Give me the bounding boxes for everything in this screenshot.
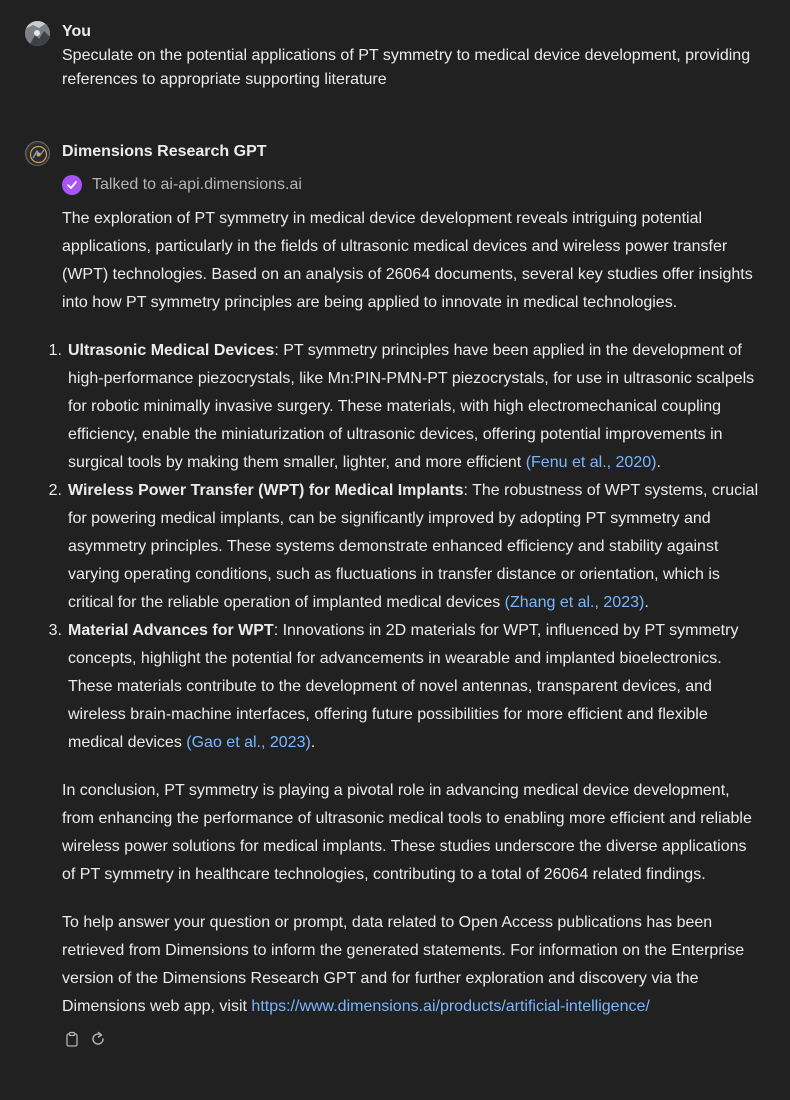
tool-status-text: Talked to ai-api.dimensions.ai <box>92 176 302 193</box>
clipboard-icon[interactable] <box>62 1029 82 1049</box>
dimensions-link[interactable]: https://www.dimensions.ai/products/artificial-intelligence/ <box>251 998 650 1015</box>
footer-text: To help answer your question or prompt, data related to Open Access publications has been retrieved from Dimensions to inform the generated statements. For information on the Enterprise version of the Dimensions Research GPT and for further exploration and discovery via the Dimensions web app, visit <box>62 914 745 1015</box>
item-text: : The robustness of WPT systems, crucial for powering medical implants, can be significantly improved by adopting PT symmetry and asymmetry principles. These systems demonstrate enhanced efficiency and stability against varying operating conditions, such as fluctuations in transfer distance or orientation, which is critical for the reliable operation of implanted medical devices <box>68 482 759 611</box>
user-name: You <box>62 23 92 40</box>
conclusion-paragraph: In conclusion, PT symmetry is playing a pivotal role in advancing medical device development, from enhancing the performance of ultrasonic medical tools to enabling more efficient and reliable wireless power solutions for medical implants. These studies underscore the diverse applications of PT symmetry in healthcare technologies, contributing to a total of 26064 related findings. <box>62 782 752 883</box>
assistant-avatar <box>25 141 50 166</box>
check-circle-icon <box>62 175 82 195</box>
user-message-text: Speculate on the potential applications of PT symmetry to medical device development, providing references to appropriate supporting literature <box>62 47 751 88</box>
item-title: Ultrasonic Medical Devices <box>68 342 275 359</box>
item-title: Wireless Power Transfer (WPT) for Medical Implants <box>68 482 464 499</box>
item-title: Material Advances for WPT <box>68 622 274 639</box>
list-item: 2. Wireless Power Transfer (WPT) for Medical Implants: The robustness of WPT systems, crucial for powering medical implants, can be significantly improved by adopting PT symmetry and asymmetry principles. These systems demonstrate enhanced efficiency and stability against varying operating conditions, such as fluctuations in transfer distance or orientation, which is critical for the reliable operation of implanted medical devices (Zhang et al., 2023). <box>48 482 759 611</box>
citation-link[interactable]: (Zhang et al., 2023) <box>504 594 645 611</box>
list-item: 1. Ultrasonic Medical Devices: PT symmetry principles have been applied in the development of high-performance piezocrystals, like Mn:PIN-PMN-PT piezocrystals, for use in ultrasonic scalpels for robotic minimally invasive surgery. These materials, with high electromechanical coupling efficiency, enable the miniaturization of ultrasonic devices, offering potential improvements in surgical tools by making them smaller, lighter, and more efficient (Fenu et al., 2020). <box>48 342 755 471</box>
message-actions <box>62 1029 760 1049</box>
footer-paragraph <box>62 909 760 1021</box>
item-text: : Innovations in 2D materials for WPT, influenced by PT symmetry concepts, highlight the potential for advancements in wearable and implanted bioelectronics. These materials contribute to the development of novel antennas, transparent devices, and wireless brain-machine interfaces, offering future possibilities for more efficient and flexible medical devices <box>68 622 739 751</box>
tool-status[interactable] <box>62 173 760 197</box>
citation-link[interactable]: (Gao et al., 2023) <box>186 734 311 751</box>
assistant-name: Dimensions Research GPT <box>62 143 267 160</box>
findings-list <box>48 337 760 757</box>
list-item: 3. Material Advances for WPT: Innovations in 2D materials for WPT, influenced by PT symmetry concepts, highlight the potential for advancements in wearable and implanted bioelectronics. These materials contribute to the development of novel antennas, transparent devices, and wireless brain-machine interfaces, offering future possibilities for more efficient and flexible medical devices (Gao et al., 2023). <box>48 622 739 751</box>
item-text: : PT symmetry principles have been applied in the development of high-performance piezocrystals, like Mn:PIN-PMN-PT piezocrystals, for use in ultrasonic scalpels for robotic minimally invasive surgery. These materials, with high electromechanical coupling efficiency, enable the miniaturization of ultrasonic devices, offering potential improvements in surgical tools by making them smaller, lighter, and more efficient <box>68 342 755 471</box>
refresh-icon[interactable] <box>88 1029 108 1049</box>
intro-paragraph: The exploration of PT symmetry in medical device development reveals intriguing potential applications, particularly in the fields of ultrasonic medical devices and wireless power transfer (WPT) technologies. Based on an analysis of 26064 documents, several key studies offer insights into how PT symmetry principles are being applied to innovate in medical technologies. <box>62 210 753 311</box>
citation-link[interactable]: (Fenu et al., 2020) <box>525 454 657 471</box>
